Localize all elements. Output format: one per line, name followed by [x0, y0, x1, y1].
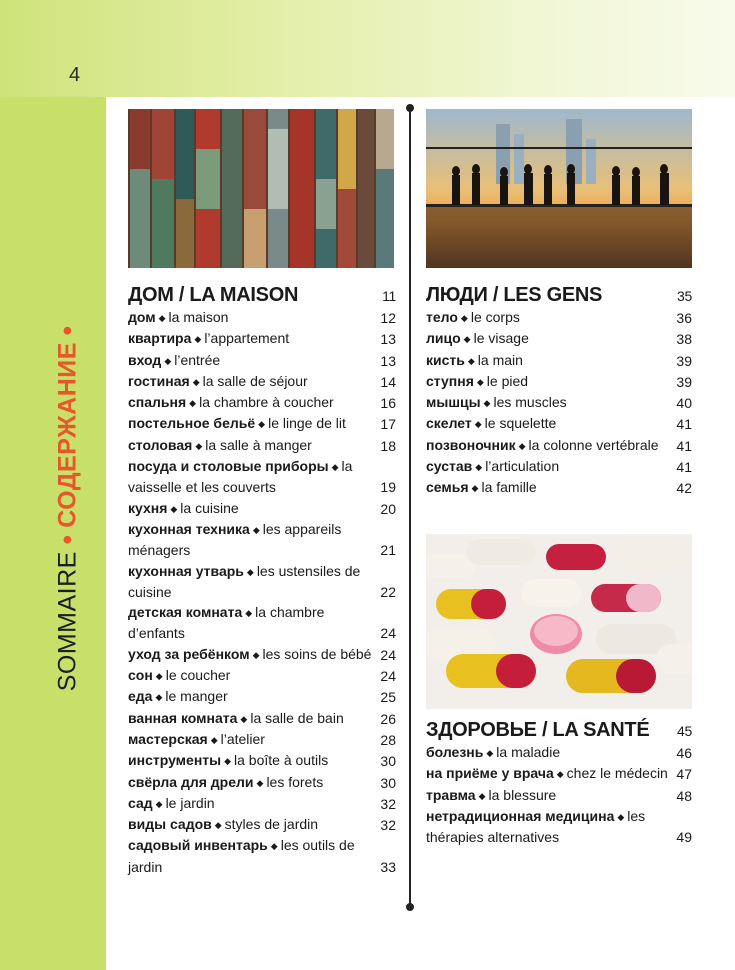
toc-entry-page: 49 — [676, 829, 692, 846]
toc-entry[interactable] — [128, 750, 396, 771]
toc-entry-text — [128, 602, 380, 644]
toc-entry-ru: виды садов — [128, 816, 212, 833]
toc-entry-text — [128, 307, 380, 328]
toc-entry-page: 14 — [380, 373, 396, 390]
toc-entry-fr: la chambre d’enfants — [128, 604, 325, 642]
toc-entry-fr: la blessure — [488, 786, 557, 803]
toc-entry-text — [426, 742, 676, 763]
toc-section-gens — [426, 284, 692, 499]
toc-entry-ru: травма — [426, 786, 476, 803]
toc-entry[interactable] — [128, 350, 396, 371]
toc-entry-text — [426, 371, 676, 392]
diamond-icon: ◆ — [474, 419, 482, 430]
column-divider — [409, 107, 411, 908]
diamond-icon: ◆ — [155, 671, 163, 682]
side-title-ru: СОДЕРЖАНИЕ — [53, 342, 82, 528]
toc-entry-page: 17 — [380, 416, 396, 433]
toc-list — [426, 307, 692, 499]
toc-entry[interactable] — [128, 435, 396, 456]
diamond-icon: ◆ — [518, 440, 526, 451]
toc-entry-ru: сад — [128, 794, 153, 811]
toc-entry-page: 39 — [676, 352, 692, 369]
toc-entry-page: 32 — [380, 795, 396, 812]
diamond-icon: ◆ — [256, 777, 264, 788]
toc-entry-fr: les outils de jardin — [128, 837, 355, 875]
toc-entry-fr: le manger — [165, 688, 228, 705]
section-heading[interactable] — [426, 284, 692, 306]
toc-entry-text — [426, 307, 676, 328]
toc-entry-text — [128, 519, 380, 561]
toc-entry-fr: la maison — [168, 309, 229, 325]
toc-entry-text — [128, 328, 380, 349]
toc-entry-page: 25 — [380, 689, 396, 706]
toc-entry[interactable] — [426, 328, 692, 349]
toc-entry-text — [128, 413, 380, 434]
diamond-icon: ◆ — [475, 462, 483, 473]
toc-entry[interactable] — [426, 806, 692, 848]
toc-section-sante — [426, 719, 692, 847]
toc-entry-page: 12 — [380, 310, 396, 326]
toc-entry-fr: les soins de bébé — [262, 645, 372, 662]
toc-list — [426, 742, 692, 847]
diamond-icon: ◆ — [467, 355, 475, 366]
toc-entry-ru: ванная комната — [128, 709, 238, 726]
toc-entry[interactable] — [426, 371, 692, 392]
toc-entry-fr: la maladie — [496, 744, 561, 760]
diamond-icon: ◆ — [194, 334, 202, 345]
divider-dot — [406, 903, 414, 911]
toc-entry-page: 19 — [380, 479, 396, 496]
pills-image — [426, 534, 692, 709]
diamond-icon: ◆ — [270, 841, 278, 852]
toc-entry-page: 46 — [676, 745, 692, 761]
toc-entry-text — [128, 814, 380, 835]
toc-entry-text — [128, 665, 380, 686]
toc-entry-page: 26 — [380, 710, 396, 727]
toc-entry-fr: l’articulation — [485, 458, 560, 475]
page-number: 4 — [69, 64, 81, 86]
toc-entry-fr: chez le médecin — [566, 765, 668, 782]
toc-entry[interactable] — [128, 729, 396, 750]
diamond-icon: ◆ — [158, 313, 166, 323]
toc-entry-page: 13 — [380, 352, 396, 369]
wood-planks-image — [128, 109, 394, 268]
toc-entry-text — [128, 708, 380, 729]
toc-entry-ru: посуда и столовые приборы — [128, 458, 329, 475]
toc-entry-fr: la cuisine — [180, 499, 239, 516]
diamond-icon: ◆ — [195, 440, 203, 451]
toc-entry-fr: le squelette — [484, 415, 557, 432]
toc-entry-page: 40 — [676, 395, 692, 412]
toc-entry-fr: le linge de lit — [268, 415, 346, 432]
toc-entry[interactable] — [426, 392, 692, 413]
section-title: ДОМ / LA MAISON — [128, 284, 299, 306]
toc-entry[interactable] — [426, 350, 692, 371]
toc-section-maison — [128, 284, 396, 877]
toc-entry-text — [128, 456, 380, 498]
toc-entry-page: 20 — [380, 500, 396, 517]
diamond-icon: ◆ — [214, 820, 222, 831]
toc-entry-page: 28 — [380, 731, 396, 748]
toc-entry-text — [426, 456, 676, 477]
toc-entry-fr: la boîte à outils — [234, 752, 329, 769]
toc-entry-text — [128, 644, 380, 665]
toc-entry-ru: садовый инвентарь — [128, 837, 268, 854]
section-title: ЗДОРОВЬЕ / LA SANTÉ — [426, 719, 650, 741]
toc-entry-ru: постельное бельё — [128, 415, 256, 432]
toc-entry[interactable] — [426, 763, 692, 784]
toc-entry-fr: la vaisselle et les couverts — [128, 458, 353, 496]
toc-entry-page: 24 — [380, 646, 396, 663]
toc-entry-page: 41 — [676, 416, 692, 433]
toc-entry-text — [426, 763, 676, 784]
toc-entry-fr: la main — [477, 351, 523, 368]
toc-entry-text — [128, 729, 380, 750]
toc-entry-ru: нетрадиционная медицина — [426, 807, 615, 824]
toc-entry-page: 22 — [380, 583, 396, 600]
header-band — [0, 0, 735, 97]
toc-entry-ru: кисть — [426, 351, 465, 368]
toc-entry-page: 47 — [676, 766, 692, 783]
toc-entry-page: 39 — [676, 373, 692, 390]
diamond-icon: ◆ — [240, 713, 248, 724]
toc-entry[interactable] — [426, 435, 692, 456]
toc-entry-fr: la colonne vertébrale — [528, 436, 659, 453]
toc-entry-fr: les appareils ménagers — [128, 520, 342, 559]
toc-entry-text — [128, 371, 380, 392]
toc-entry-ru: тело — [426, 309, 458, 325]
toc-entry-page: 16 — [380, 395, 396, 412]
diamond-icon: ◆ — [252, 524, 260, 535]
toc-entry-page: 36 — [676, 310, 692, 326]
toc-entry-ru: сон — [128, 667, 153, 684]
toc-entry-page: 30 — [380, 753, 396, 770]
toc-entry-fr: les ustensiles de cuisine — [128, 562, 361, 600]
toc-entry-fr: le jardin — [165, 794, 215, 811]
toc-entry-text — [128, 392, 380, 413]
toc-entry-ru: гостиная — [128, 372, 190, 389]
toc-entry-fr: l’atelier — [220, 730, 265, 747]
toc-entry-fr: le pied — [486, 372, 529, 389]
toc-entry[interactable] — [426, 742, 692, 763]
toc-entry-ru: дом — [128, 309, 156, 325]
toc-entry-text — [128, 686, 380, 707]
toc-entry-page: 18 — [380, 437, 396, 454]
toc-entry-fr: la chambre à coucher — [199, 394, 334, 411]
diamond-icon: ◆ — [478, 790, 486, 801]
diamond-icon: ◆ — [486, 748, 494, 758]
toc-entry-ru: уход за ребёнком — [128, 645, 250, 662]
toc-entry-ru: инструменты — [128, 752, 222, 769]
diamond-icon: ◆ — [246, 566, 254, 577]
toc-entry-ru: позвоночник — [426, 436, 516, 453]
toc-entry-text — [426, 477, 676, 498]
toc-entry-fr: l’entrée — [174, 351, 221, 368]
toc-entry-text — [426, 806, 676, 848]
toc-entry-page: 42 — [676, 480, 692, 497]
toc-entry-page: 30 — [380, 774, 396, 791]
toc-entry-ru: семья — [426, 479, 469, 496]
toc-entry-text — [128, 750, 380, 771]
toc-entry-fr: l’appartement — [204, 330, 290, 347]
toc-entry-text — [128, 793, 380, 814]
toc-entry-text — [128, 435, 380, 456]
diamond-icon: ◆ — [189, 398, 197, 409]
toc-entry[interactable] — [128, 498, 396, 519]
diamond-icon: ◆ — [617, 811, 625, 822]
toc-entry-fr: le corps — [470, 309, 520, 325]
diamond-icon: ◆ — [155, 798, 163, 809]
toc-entry-ru: скелет — [426, 415, 472, 432]
diamond-icon: ◆ — [192, 376, 200, 387]
toc-entry[interactable] — [128, 561, 396, 603]
toc-entry-ru: лицо — [426, 330, 461, 347]
toc-entry-fr: les thérapies alternatives — [426, 807, 646, 846]
toc-entry-ru: болезнь — [426, 744, 484, 760]
toc-entry-fr: la salle à manger — [205, 436, 312, 453]
toc-entry-text — [426, 785, 676, 806]
diamond-icon: ◆ — [224, 756, 232, 767]
diamond-icon: ◆ — [164, 355, 172, 366]
toc-entry-ru: кухонная утварь — [128, 562, 244, 579]
section-title: ЛЮДИ / LES GENS — [426, 284, 603, 306]
toc-entry-page: 32 — [380, 817, 396, 834]
toc-entry-text — [128, 772, 380, 793]
side-title — [54, 319, 83, 692]
toc-entry[interactable] — [128, 413, 396, 434]
bullet-icon: ● — [56, 324, 77, 337]
toc-entry-page: 48 — [676, 787, 692, 804]
toc-entry[interactable] — [128, 392, 396, 413]
toc-entry-text — [426, 435, 676, 456]
toc-entry-ru: сустав — [426, 458, 473, 475]
toc-entry[interactable] — [128, 456, 396, 498]
section-page: 35 — [677, 288, 692, 304]
toc-entry-text — [128, 561, 380, 603]
toc-list — [128, 307, 396, 877]
toc-entry[interactable] — [426, 477, 692, 498]
toc-entry[interactable] — [426, 307, 692, 328]
toc-entry-ru: квартира — [128, 330, 192, 347]
toc-entry[interactable] — [128, 307, 396, 328]
toc-entry-text — [426, 392, 676, 413]
toc-entry[interactable] — [128, 793, 396, 814]
toc-entry-page: 33 — [380, 858, 396, 875]
toc-entry-text — [426, 328, 676, 349]
toc-entry-fr: le visage — [473, 330, 529, 347]
toc-entry-ru: ступня — [426, 372, 474, 389]
toc-entry[interactable] — [128, 371, 396, 392]
toc-entry-page: 41 — [676, 437, 692, 454]
toc-entry-ru: свёрла для дрели — [128, 773, 254, 790]
business-people-image — [426, 109, 692, 268]
diamond-icon: ◆ — [460, 313, 468, 323]
toc-entry[interactable] — [128, 519, 396, 561]
toc-entry[interactable] — [128, 708, 396, 729]
section-heading[interactable] — [128, 284, 396, 306]
toc-entry-ru: мышцы — [426, 394, 481, 411]
toc-entry-fr: les forets — [266, 773, 324, 790]
toc-entry-ru: кухня — [128, 499, 168, 516]
diamond-icon: ◆ — [252, 649, 260, 660]
toc-entry-page: 38 — [676, 331, 692, 348]
toc-entry-ru: кухонная техника — [128, 520, 250, 537]
divider-dot — [406, 104, 414, 112]
toc-entry-ru: спальня — [128, 394, 187, 411]
toc-entry[interactable] — [426, 785, 692, 806]
toc-entry-page: 21 — [380, 542, 396, 559]
toc-entry[interactable] — [128, 665, 396, 686]
section-page: 45 — [677, 723, 692, 739]
section-heading[interactable] — [426, 719, 692, 741]
diamond-icon: ◆ — [258, 419, 266, 430]
diamond-icon: ◆ — [556, 769, 564, 780]
toc-entry-fr: les muscles — [493, 394, 567, 411]
toc-entry-ru: мастерская — [128, 730, 208, 747]
diamond-icon: ◆ — [170, 503, 178, 514]
toc-entry[interactable] — [128, 835, 396, 877]
toc-entry[interactable] — [128, 644, 396, 665]
toc-entry-page: 13 — [380, 331, 396, 348]
diamond-icon: ◆ — [210, 734, 218, 745]
toc-entry-text — [426, 350, 676, 371]
toc-entry-ru: еда — [128, 688, 153, 705]
side-title-fr: SOMMAIRE — [53, 551, 82, 692]
toc-entry[interactable] — [128, 686, 396, 707]
toc-entry[interactable] — [426, 456, 692, 477]
toc-entry[interactable] — [128, 772, 396, 793]
toc-entry-ru: столовая — [128, 436, 193, 453]
toc-entry-text — [128, 835, 380, 877]
toc-entry-fr: styles de jardin — [224, 816, 319, 833]
toc-entry[interactable] — [128, 328, 396, 349]
toc-entry-fr: la salle de séjour — [202, 372, 308, 389]
toc-entry-ru: на приёме у врача — [426, 765, 554, 782]
toc-entry-fr: la salle de bain — [250, 709, 344, 726]
diamond-icon: ◆ — [471, 483, 479, 494]
diamond-icon: ◆ — [331, 462, 339, 473]
bullet-icon: ● — [56, 533, 77, 546]
diamond-icon: ◆ — [245, 608, 253, 619]
toc-entry[interactable] — [128, 814, 396, 835]
toc-entry-page: 24 — [380, 625, 396, 642]
toc-entry[interactable] — [426, 413, 692, 434]
toc-entry-ru: детская комната — [128, 604, 243, 621]
toc-entry[interactable] — [128, 602, 396, 644]
toc-entry-fr: le coucher — [165, 667, 231, 684]
toc-entry-page: 24 — [380, 668, 396, 685]
diamond-icon: ◆ — [483, 398, 491, 409]
toc-entry-text — [128, 350, 380, 371]
diamond-icon: ◆ — [155, 692, 163, 703]
toc-entry-ru: вход — [128, 351, 162, 368]
diamond-icon: ◆ — [463, 334, 471, 345]
toc-entry-page: 41 — [676, 459, 692, 476]
toc-entry-text — [128, 498, 380, 519]
section-page: 11 — [382, 288, 396, 304]
diamond-icon: ◆ — [476, 376, 484, 387]
toc-entry-text — [426, 413, 676, 434]
toc-entry-fr: la famille — [481, 479, 537, 496]
